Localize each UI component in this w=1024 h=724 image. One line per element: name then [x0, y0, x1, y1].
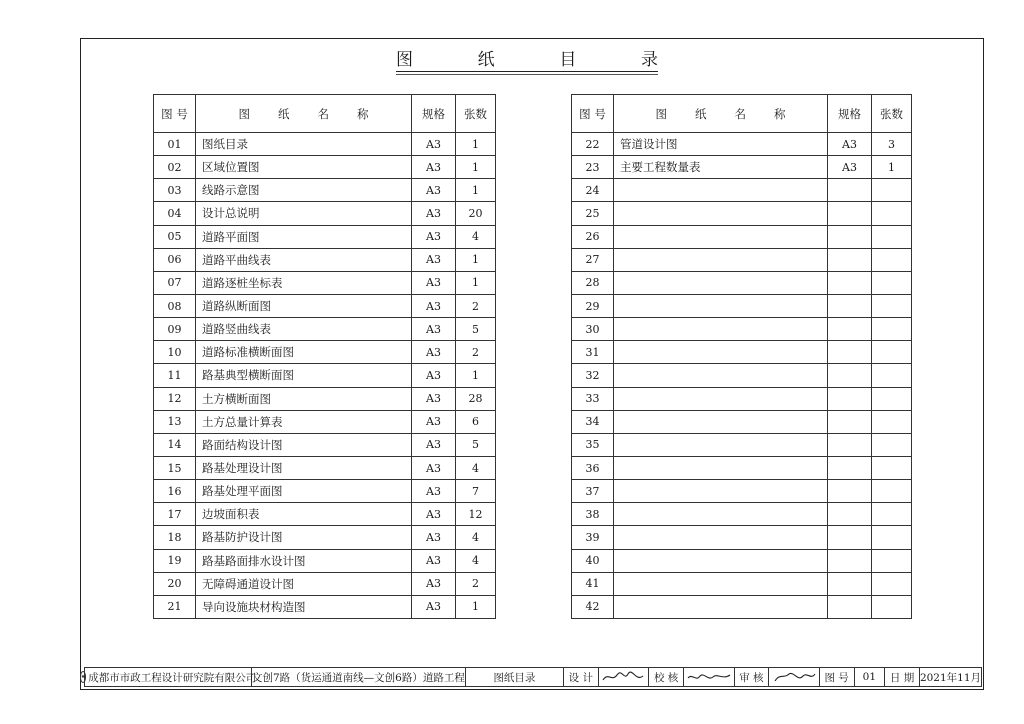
row-name-cell [614, 318, 828, 341]
row-no-cell: 10 [154, 341, 196, 364]
row-name-cell: 道路竖曲线表 [196, 318, 412, 341]
header-spec: 规格 [828, 95, 872, 133]
row-name-cell [614, 271, 828, 294]
table-row [572, 179, 912, 202]
header-count: 张数 [872, 95, 912, 133]
row-count-cell [872, 526, 912, 549]
designer-signature [599, 668, 650, 686]
row-spec-cell [828, 526, 872, 549]
row-no-cell: 35 [572, 433, 614, 456]
table-row [154, 410, 496, 433]
row-no-cell: 16 [154, 480, 196, 503]
row-name-cell [614, 503, 828, 526]
table-row [572, 294, 912, 317]
row-name-cell: 区域位置图 [196, 156, 412, 179]
table-row [154, 572, 496, 595]
design-label: 设 计 [564, 668, 599, 686]
row-spec-cell: A3 [412, 572, 456, 595]
row-count-cell [872, 503, 912, 526]
row-spec-cell [828, 480, 872, 503]
project-cell: 文创7路（货运通道南线—文创6路）道路工程 [252, 668, 466, 686]
row-spec-cell [828, 387, 872, 410]
table-row [154, 202, 496, 225]
table-row [572, 271, 912, 294]
catalog-table-left [153, 94, 496, 619]
table-row [154, 387, 496, 410]
table-row [572, 225, 912, 248]
row-spec-cell: A3 [412, 364, 456, 387]
row-spec-cell [828, 456, 872, 479]
row-count-cell: 4 [456, 456, 496, 479]
table-row [154, 480, 496, 503]
row-name-cell: 线路示意图 [196, 179, 412, 202]
row-name-cell [614, 387, 828, 410]
row-no-cell: 15 [154, 456, 196, 479]
table-row [154, 156, 496, 179]
row-name-cell [614, 179, 828, 202]
table-row [154, 433, 496, 456]
row-name-cell: 道路平面图 [196, 225, 412, 248]
row-name-cell: 设计总说明 [196, 202, 412, 225]
row-count-cell: 3 [872, 133, 912, 156]
row-name-cell [614, 433, 828, 456]
row-count-cell: 7 [456, 480, 496, 503]
row-spec-cell: A3 [412, 410, 456, 433]
row-name-cell [614, 526, 828, 549]
table-row [572, 202, 912, 225]
header-no: 图 号 [154, 95, 196, 133]
row-count-cell: 20 [456, 202, 496, 225]
row-count-cell: 4 [456, 549, 496, 572]
row-no-cell: 27 [572, 248, 614, 271]
title-char: 目 [559, 49, 577, 70]
row-no-cell: 28 [572, 271, 614, 294]
row-spec-cell: A3 [412, 526, 456, 549]
row-count-cell [872, 294, 912, 317]
table-row [154, 549, 496, 572]
row-spec-cell: A3 [412, 294, 456, 317]
row-name-cell [614, 225, 828, 248]
row-no-cell: 40 [572, 549, 614, 572]
row-spec-cell [828, 318, 872, 341]
row-count-cell [872, 572, 912, 595]
row-no-cell: 05 [154, 225, 196, 248]
table-row [572, 595, 912, 618]
row-spec-cell [828, 433, 872, 456]
row-no-cell: 36 [572, 456, 614, 479]
header-name: 图 纸 名 称 [196, 95, 412, 133]
row-name-cell: 道路标准横断面图 [196, 341, 412, 364]
row-spec-cell [828, 503, 872, 526]
row-name-cell: 主要工程数量表 [614, 156, 828, 179]
row-spec-cell [828, 572, 872, 595]
row-name-cell: 路基防护设计图 [196, 526, 412, 549]
row-spec-cell: A3 [412, 503, 456, 526]
row-name-cell: 路基典型横断面图 [196, 364, 412, 387]
row-no-cell: 02 [154, 156, 196, 179]
row-spec-cell [828, 271, 872, 294]
row-no-cell: 41 [572, 572, 614, 595]
table-row [572, 480, 912, 503]
row-name-cell [614, 341, 828, 364]
header-no: 图 号 [572, 95, 614, 133]
row-no-cell: 38 [572, 503, 614, 526]
row-no-cell: 19 [154, 549, 196, 572]
table-body [154, 133, 496, 619]
table-row [572, 387, 912, 410]
header-name: 图 纸 名 称 [614, 95, 828, 133]
row-no-cell: 39 [572, 526, 614, 549]
table-header-row [572, 95, 912, 133]
row-count-cell: 1 [456, 248, 496, 271]
row-spec-cell: A3 [412, 271, 456, 294]
row-count-cell: 1 [872, 156, 912, 179]
table-row [572, 526, 912, 549]
row-no-cell: 08 [154, 294, 196, 317]
table-row [154, 225, 496, 248]
row-count-cell [872, 595, 912, 618]
row-name-cell: 土方总量计算表 [196, 410, 412, 433]
row-name-cell [614, 595, 828, 618]
row-no-cell: 21 [154, 595, 196, 618]
fig-no-value: 01 [855, 668, 886, 686]
row-name-cell: 管道设计图 [614, 133, 828, 156]
row-no-cell: 29 [572, 294, 614, 317]
table-row [154, 526, 496, 549]
table-row [154, 248, 496, 271]
company-cell [80, 668, 257, 686]
row-count-cell [872, 549, 912, 572]
row-spec-cell [828, 410, 872, 433]
row-name-cell [614, 480, 828, 503]
table-row [572, 364, 912, 387]
row-spec-cell [828, 202, 872, 225]
header-count: 张数 [456, 95, 496, 133]
row-no-cell: 09 [154, 318, 196, 341]
row-name-cell: 路基处理设计图 [196, 456, 412, 479]
row-spec-cell: A3 [412, 179, 456, 202]
company-name: 成都市市政工程设计研究院有限公司 [88, 671, 257, 684]
row-no-cell: 03 [154, 179, 196, 202]
table-row [154, 318, 496, 341]
row-count-cell [872, 387, 912, 410]
row-name-cell [614, 572, 828, 595]
row-no-cell: 11 [154, 364, 196, 387]
row-no-cell: 31 [572, 341, 614, 364]
row-no-cell: 18 [154, 526, 196, 549]
row-name-cell [614, 456, 828, 479]
row-spec-cell [828, 179, 872, 202]
row-name-cell [614, 364, 828, 387]
row-count-cell: 6 [456, 410, 496, 433]
row-spec-cell [828, 595, 872, 618]
table-row [572, 133, 912, 156]
row-spec-cell: A3 [412, 387, 456, 410]
row-no-cell: 23 [572, 156, 614, 179]
row-count-cell: 5 [456, 433, 496, 456]
row-name-cell: 道路逐桩坐标表 [196, 271, 412, 294]
row-no-cell: 33 [572, 387, 614, 410]
row-spec-cell: A3 [412, 248, 456, 271]
title-underline [396, 71, 658, 72]
row-name-cell: 无障碍通道设计图 [196, 572, 412, 595]
row-name-cell: 图纸目录 [196, 133, 412, 156]
company-logo-icon: ★ [80, 671, 86, 683]
table-row [572, 549, 912, 572]
table-row [572, 433, 912, 456]
row-name-cell [614, 410, 828, 433]
table-row [572, 503, 912, 526]
row-spec-cell: A3 [412, 318, 456, 341]
fig-no-label: 图 号 [820, 668, 855, 686]
row-no-cell: 13 [154, 410, 196, 433]
row-spec-cell [828, 364, 872, 387]
title-char: 录 [640, 49, 658, 70]
table-row [572, 156, 912, 179]
row-count-cell: 4 [456, 526, 496, 549]
row-no-cell: 01 [154, 133, 196, 156]
table-header-row [154, 95, 496, 133]
row-count-cell [872, 456, 912, 479]
row-no-cell: 37 [572, 480, 614, 503]
table-row [154, 133, 496, 156]
row-no-cell: 34 [572, 410, 614, 433]
row-no-cell: 04 [154, 202, 196, 225]
table-row [154, 503, 496, 526]
row-name-cell: 边坡面积表 [196, 503, 412, 526]
row-name-cell: 土方横断面图 [196, 387, 412, 410]
drawing-title [396, 44, 658, 70]
row-no-cell: 22 [572, 133, 614, 156]
row-no-cell: 25 [572, 202, 614, 225]
row-spec-cell: A3 [412, 225, 456, 248]
review-label: 审 核 [735, 668, 770, 686]
row-spec-cell [828, 225, 872, 248]
row-count-cell: 1 [456, 133, 496, 156]
row-name-cell [614, 549, 828, 572]
row-count-cell: 2 [456, 341, 496, 364]
row-spec-cell [828, 294, 872, 317]
row-spec-cell: A3 [412, 595, 456, 618]
row-spec-cell [828, 549, 872, 572]
row-count-cell: 1 [456, 271, 496, 294]
row-spec-cell: A3 [828, 156, 872, 179]
title-char: 图 [396, 49, 413, 70]
row-no-cell: 12 [154, 387, 196, 410]
table-row [154, 341, 496, 364]
row-no-cell: 30 [572, 318, 614, 341]
row-spec-cell: A3 [412, 480, 456, 503]
table-row [572, 572, 912, 595]
row-name-cell [614, 202, 828, 225]
row-count-cell: 12 [456, 503, 496, 526]
catalog-table-right [571, 94, 912, 619]
row-spec-cell: A3 [412, 433, 456, 456]
row-spec-cell: A3 [412, 133, 456, 156]
table-row [154, 271, 496, 294]
date-label: 日 期 [885, 668, 920, 686]
row-name-cell [614, 294, 828, 317]
row-count-cell [872, 341, 912, 364]
row-name-cell: 路面结构设计图 [196, 433, 412, 456]
table-row [572, 341, 912, 364]
row-count-cell [872, 248, 912, 271]
row-count-cell [872, 318, 912, 341]
row-name-cell: 道路平曲线表 [196, 248, 412, 271]
table-row [154, 595, 496, 618]
row-count-cell [872, 364, 912, 387]
row-no-cell: 07 [154, 271, 196, 294]
checker-signature [684, 668, 735, 686]
date-value: 2021年11月 [919, 671, 982, 684]
row-count-cell: 28 [456, 387, 496, 410]
row-count-cell [872, 225, 912, 248]
row-name-cell: 路基处理平面图 [196, 480, 412, 503]
header-spec: 规格 [412, 95, 456, 133]
table-row [154, 179, 496, 202]
row-name-cell [614, 248, 828, 271]
row-spec-cell: A3 [412, 202, 456, 225]
row-spec-cell [828, 341, 872, 364]
row-count-cell: 1 [456, 595, 496, 618]
row-no-cell: 24 [572, 179, 614, 202]
row-count-cell [872, 179, 912, 202]
row-spec-cell: A3 [412, 549, 456, 572]
table-row [572, 410, 912, 433]
table-row [572, 456, 912, 479]
row-count-cell [872, 433, 912, 456]
row-count-cell: 5 [456, 318, 496, 341]
row-count-cell [872, 271, 912, 294]
row-count-cell: 1 [456, 179, 496, 202]
row-no-cell: 14 [154, 433, 196, 456]
row-spec-cell: A3 [412, 341, 456, 364]
row-count-cell: 2 [456, 294, 496, 317]
row-spec-cell: A3 [412, 456, 456, 479]
table-row [154, 294, 496, 317]
table-row [154, 364, 496, 387]
table-row [154, 456, 496, 479]
reviewer-signature [769, 668, 820, 686]
title-block [80, 667, 982, 687]
row-name-cell: 路基路面排水设计图 [196, 549, 412, 572]
row-count-cell [872, 480, 912, 503]
row-no-cell: 06 [154, 248, 196, 271]
row-no-cell: 20 [154, 572, 196, 595]
row-count-cell: 1 [456, 364, 496, 387]
check-label: 校 核 [649, 668, 684, 686]
row-no-cell: 42 [572, 595, 614, 618]
row-count-cell [872, 410, 912, 433]
row-count-cell: 4 [456, 225, 496, 248]
row-name-cell: 导向设施块材构造图 [196, 595, 412, 618]
table-body [572, 133, 912, 619]
row-count-cell: 1 [456, 156, 496, 179]
row-name-cell: 道路纵断面图 [196, 294, 412, 317]
row-count-cell [872, 202, 912, 225]
row-spec-cell [828, 248, 872, 271]
row-spec-cell: A3 [412, 156, 456, 179]
row-no-cell: 26 [572, 225, 614, 248]
table-row [572, 248, 912, 271]
title-char: 纸 [477, 49, 495, 70]
row-no-cell: 32 [572, 364, 614, 387]
table-row [572, 318, 912, 341]
title-underline-thin [396, 74, 658, 75]
row-no-cell: 17 [154, 503, 196, 526]
row-spec-cell: A3 [828, 133, 872, 156]
row-count-cell: 2 [456, 572, 496, 595]
drawing-name-cell: 图纸目录 [466, 668, 564, 686]
